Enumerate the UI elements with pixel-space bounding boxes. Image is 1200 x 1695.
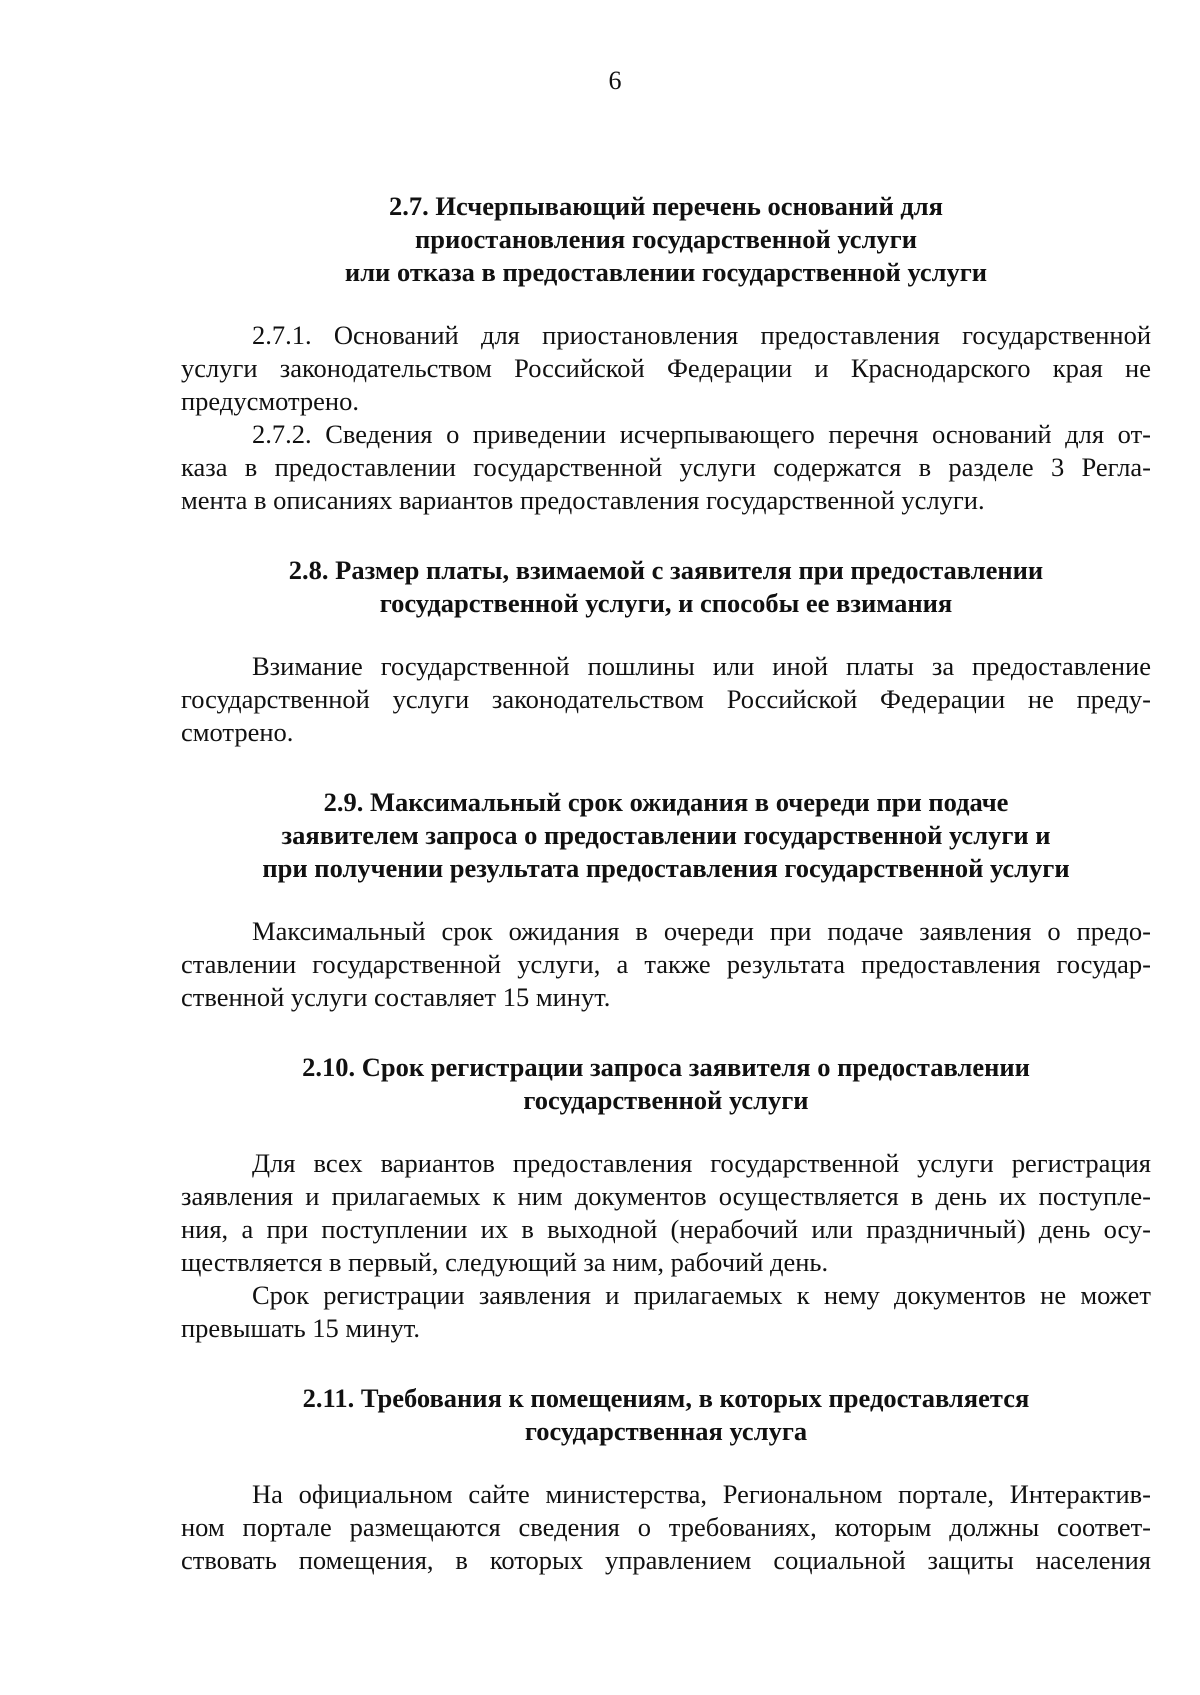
paragraph-line: Максимальный срок ожидания в очереди при подаче заявления о предо- bbox=[252, 916, 1151, 946]
paragraph-line: ществляется в первый, следующий за ним, рабочий день. bbox=[181, 1247, 829, 1277]
page-number: 6 bbox=[608, 66, 622, 95]
heading-line: 2.7. Исчерпывающий перечень оснований для bbox=[389, 191, 943, 221]
heading-line: заявителем запроса о предоставлении государственной услуги и bbox=[281, 820, 1051, 850]
heading-line: государственной услуги, и способы ее взимания bbox=[379, 588, 953, 618]
paragraph-line: Взимание государственной пошлины или иной платы за предоставление bbox=[252, 651, 1151, 681]
heading-line: государственной услуги bbox=[523, 1085, 809, 1115]
heading-line: или отказа в предоставлении государственной услуги bbox=[344, 257, 988, 287]
section-heading-2-7 bbox=[181, 190, 1151, 289]
paragraph-2-9 bbox=[181, 915, 1151, 1014]
paragraph-line: ном портале размещаются сведения о требованиях, которым должны соответ- bbox=[181, 1512, 1151, 1542]
paragraph-2-11 bbox=[181, 1478, 1151, 1577]
paragraph-2-7-2 bbox=[181, 418, 1151, 517]
heading-line: приостановления государственной услуги bbox=[415, 224, 917, 254]
section-heading-2-9 bbox=[181, 786, 1151, 885]
paragraph-line: ствовать помещения, в которых управлением социальной защиты населения bbox=[181, 1545, 1151, 1575]
paragraph-line: ственной услуги составляет 15 минут. bbox=[181, 982, 611, 1012]
paragraph-line: услуги законодательством Российской Федерации и Краснодарского края не bbox=[181, 353, 1151, 383]
heading-line: государственная услуга bbox=[524, 1416, 808, 1446]
paragraph-line: 2.7.1. Оснований для приостановления предоставления государственной bbox=[252, 320, 1151, 350]
paragraph-2-10-a bbox=[181, 1147, 1151, 1279]
paragraph-line: каза в предоставлении государственной услуги содержатся в разделе 3 Регла- bbox=[181, 452, 1151, 482]
heading-line: 2.10. Срок регистрации запроса заявителя о предоставлении bbox=[302, 1052, 1030, 1082]
paragraph-line: заявления и прилагаемых к ним документов осуществляется в день их поступле- bbox=[181, 1181, 1151, 1211]
paragraph-line: мента в описаниях вариантов предоставления государственной услуги. bbox=[181, 485, 985, 515]
paragraph-line: смотрено. bbox=[181, 717, 294, 747]
paragraph-line: Для всех вариантов предоставления государственной услуги регистрация bbox=[252, 1148, 1151, 1178]
paragraph-2-10-b bbox=[181, 1279, 1151, 1345]
paragraph-line: На официальном сайте министерства, Региональном портале, Интерактив- bbox=[252, 1479, 1151, 1509]
section-heading-2-10 bbox=[181, 1051, 1151, 1117]
paragraph-line: предусмотрено. bbox=[181, 386, 359, 416]
heading-line: при получении результата предоставления государственной услуги bbox=[262, 853, 1070, 883]
paragraph-line: 2.7.2. Сведения о приведении исчерпывающего перечня оснований для от- bbox=[252, 419, 1151, 449]
paragraph-line: ния, а при поступлении их в выходной (нерабочий или праздничный) день осу- bbox=[181, 1214, 1151, 1244]
paragraph-line: ставлении государственной услуги, а также результата предоставления государ- bbox=[181, 949, 1151, 979]
heading-line: 2.8. Размер платы, взимаемой с заявителя при предоставлении bbox=[288, 555, 1044, 585]
section-heading-2-11 bbox=[181, 1382, 1151, 1448]
paragraph-line: превышать 15 минут. bbox=[181, 1313, 421, 1343]
paragraph-line: Срок регистрации заявления и прилагаемых к нему документов не может bbox=[252, 1280, 1151, 1310]
section-heading-2-8 bbox=[181, 554, 1151, 620]
document-body bbox=[181, 190, 1151, 1577]
paragraph-2-7-1 bbox=[181, 319, 1151, 418]
heading-line: 2.9. Максимальный срок ожидания в очереди при подаче bbox=[323, 787, 1009, 817]
paragraph-2-8 bbox=[181, 650, 1151, 749]
heading-line: 2.11. Требования к помещениям, в которых предоставляется bbox=[302, 1383, 1030, 1413]
paragraph-line: государственной услуги законодательством Российской Федерации не преду- bbox=[181, 684, 1151, 714]
